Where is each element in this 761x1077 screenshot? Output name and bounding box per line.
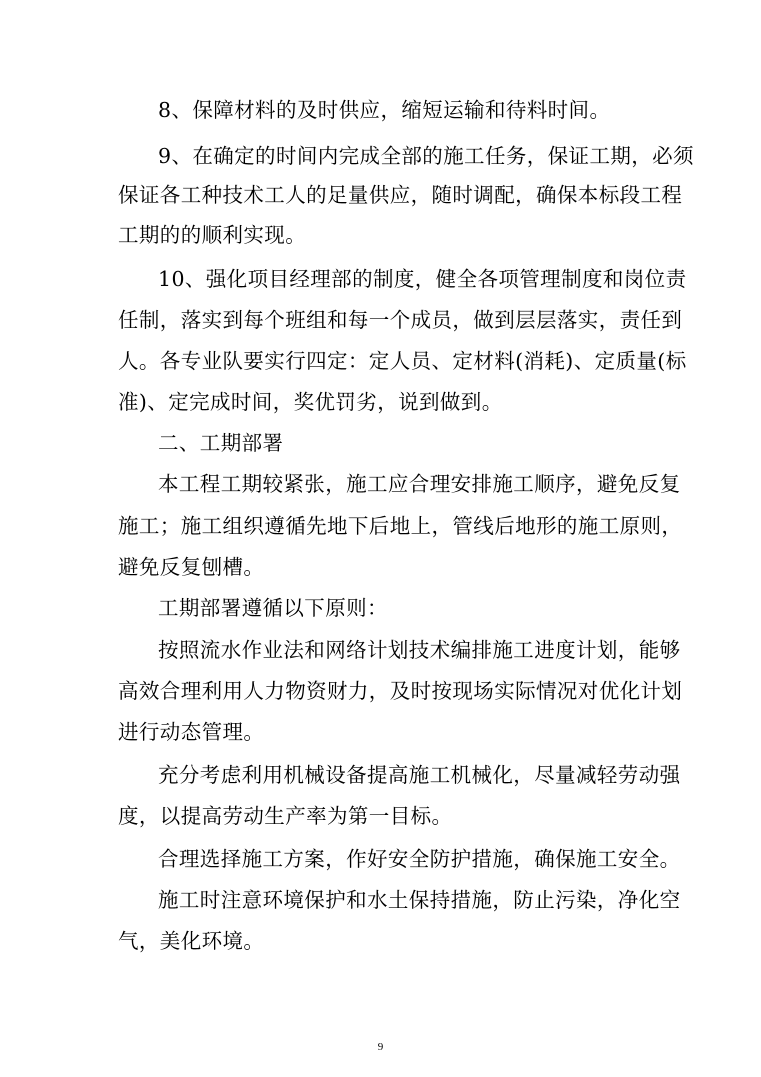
text-line: 施工；施工组织遵循先地下后地上，管线后地形的施工原则， bbox=[118, 514, 683, 538]
text-line: 保证各工种技术工人的足量供应，随时调配，确保本标段工程 bbox=[118, 183, 683, 207]
text-line: 避免反复刨槽。 bbox=[118, 555, 265, 579]
text-line: 高效合理利用人力物资财力，及时按现场实际情况对优化计划 bbox=[118, 679, 683, 703]
text-line: 8、保障材料的及时供应，缩短运输和待料时间。 bbox=[158, 98, 611, 122]
text-line: 10、强化项目经理部的制度，健全各项管理制度和岗位责 bbox=[158, 267, 687, 291]
page-number: 9 bbox=[377, 1041, 384, 1053]
text-line: 施工时注意环境保护和水土保持措施，防止污染，净化空 bbox=[158, 888, 681, 912]
text-line: 气，美化环境。 bbox=[118, 929, 265, 953]
text-line: 进行动态管理。 bbox=[118, 720, 265, 744]
text-line: 充分考虑利用机械设备提高施工机械化，尽量减轻劳动强 bbox=[158, 763, 681, 787]
text-line: 工期的的顺利实现。 bbox=[118, 223, 307, 247]
text-line: 准)、定完成时间，奖优罚劣，说到做到。 bbox=[118, 390, 503, 414]
text-line: 按照流水作业法和网络计划技术编排施工进度计划，能够 bbox=[158, 638, 681, 662]
text-line: 工期部署遵循以下原则： bbox=[158, 596, 388, 620]
section-heading: 二、工期部署 bbox=[158, 431, 284, 455]
text-line: 度，以提高劳动生产率为第一目标。 bbox=[118, 804, 453, 828]
text-line: 本工程工期较紧张，施工应合理安排施工顺序，避免反复 bbox=[158, 472, 681, 496]
text-line: 9、在确定的时间内完成全部的施工任务，保证工期，必须 bbox=[158, 144, 694, 168]
text-line: 人。各专业队要实行四定：定人员、定材料(消耗)、定质量(标 bbox=[118, 349, 687, 373]
text-line: 任制，落实到每个班组和每一个成员，做到层层落实，责任到 bbox=[118, 308, 683, 332]
text-line: 合理选择施工方案，作好安全防护措施，确保施工安全。 bbox=[158, 847, 681, 871]
